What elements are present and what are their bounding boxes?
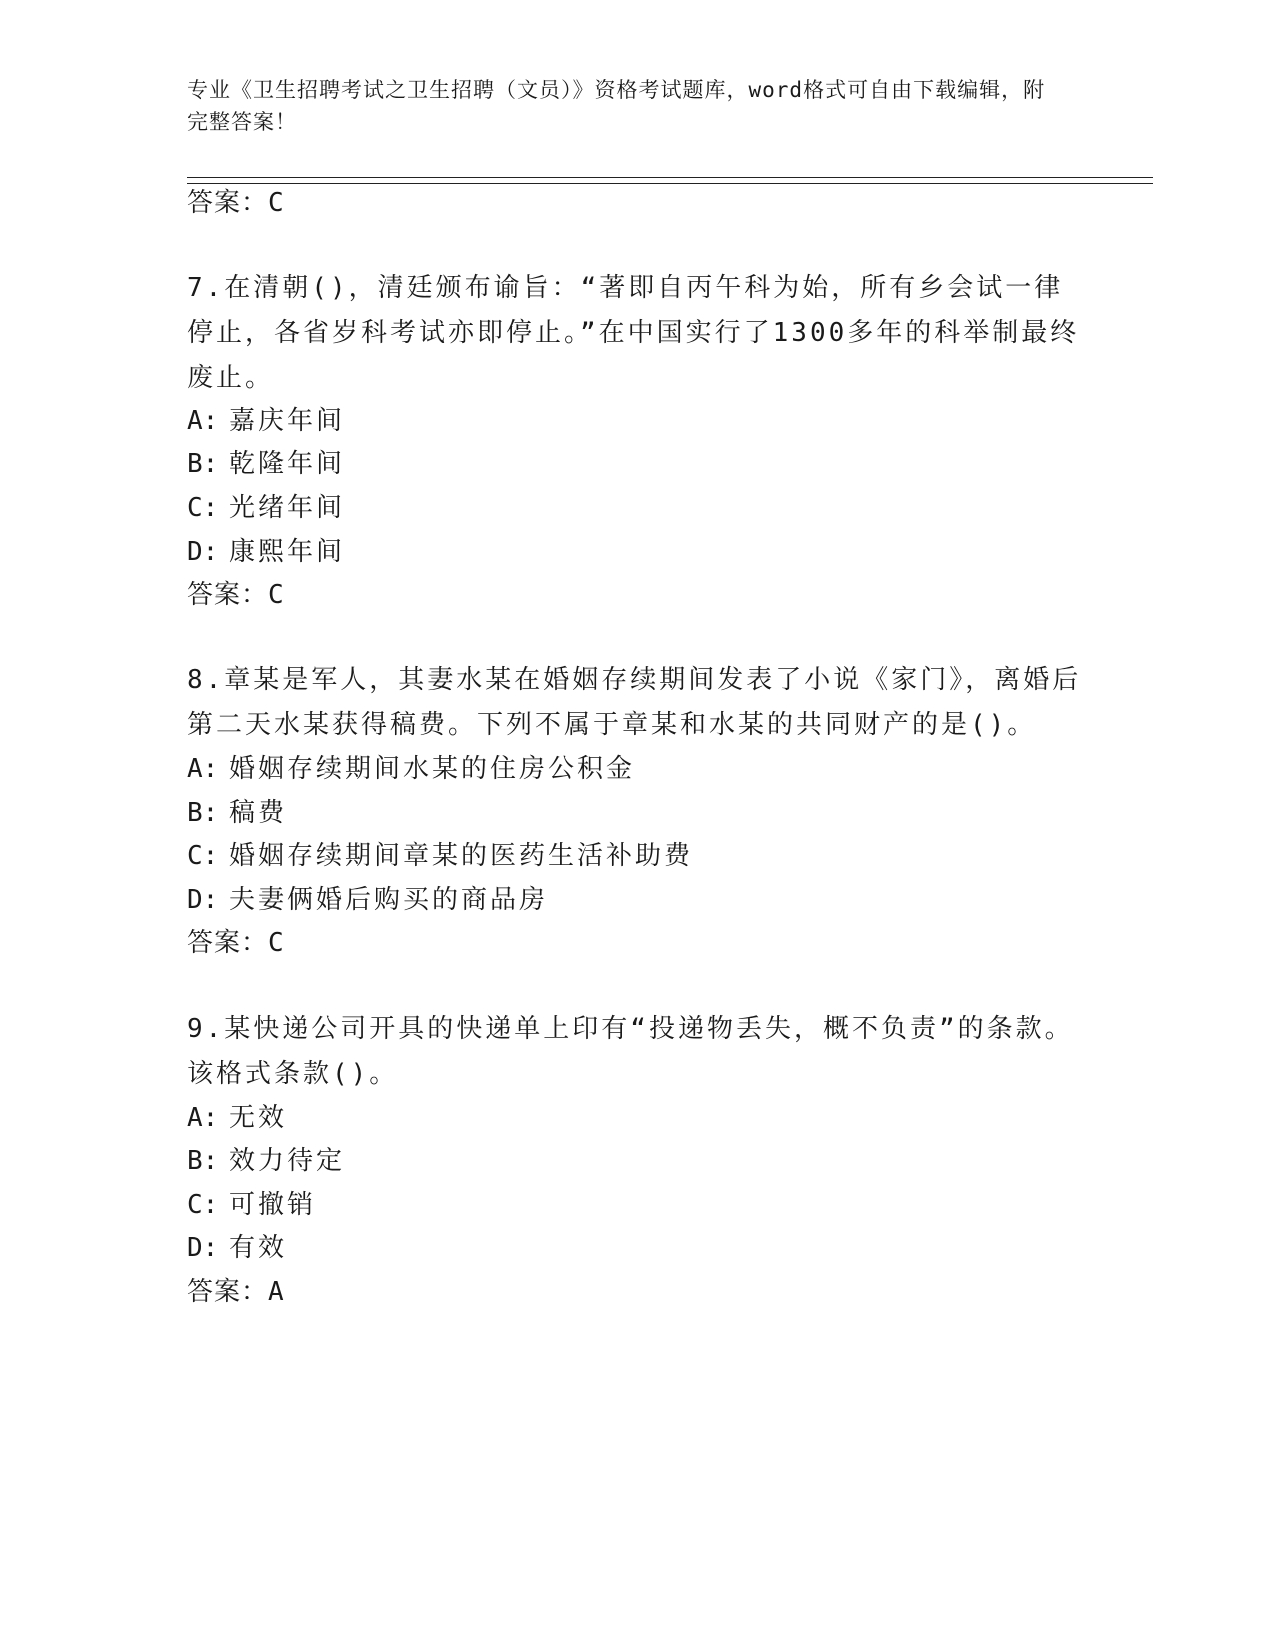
- question-8-option-c: [187, 839, 693, 873]
- option-letter: D:: [187, 885, 219, 915]
- question-9-answer: 答案：A: [187, 1277, 285, 1307]
- option-text: 光绪年间: [229, 493, 346, 523]
- option-text: 嘉庆年间: [229, 406, 346, 436]
- option-text: 乾隆年间: [229, 449, 346, 479]
- option-text: 无效: [229, 1103, 288, 1133]
- question-7-option-c: [187, 491, 345, 525]
- question-9-text: 9.某快递公司开具的快递单上印有“投递物丢失，概不负责”的条款。该格式条款()。: [187, 1014, 1074, 1089]
- question-8-answer: 答案：C: [187, 928, 285, 958]
- question-7-answer: 答案：C: [187, 580, 285, 610]
- option-letter: B:: [187, 449, 219, 479]
- question-7-option-a: [187, 404, 345, 438]
- question-9-option-a: [187, 1101, 287, 1135]
- question-7-option-b: [187, 447, 345, 481]
- option-text: 夫妻俩婚后购买的商品房: [229, 885, 549, 915]
- option-letter: A:: [187, 406, 219, 436]
- question-9-option-b: [187, 1144, 345, 1178]
- option-text: 康熙年间: [229, 537, 346, 567]
- question-8-option-d: [187, 883, 548, 917]
- option-text: 婚姻存续期间水某的住房公积金: [229, 754, 636, 784]
- option-text: 效力待定: [229, 1146, 346, 1176]
- option-letter: B:: [187, 798, 219, 828]
- option-letter: D:: [187, 537, 219, 567]
- option-text: 婚姻存续期间章某的医药生活补助费: [229, 841, 694, 871]
- question-9-option-c: [187, 1188, 316, 1222]
- option-letter: C:: [187, 841, 219, 871]
- option-letter: A:: [187, 1103, 219, 1133]
- answer-line: 答案：C: [187, 188, 285, 218]
- option-letter: C:: [187, 493, 219, 523]
- option-text: 可撤销: [229, 1190, 317, 1220]
- document-header: 专业《卫生招聘考试之卫生招聘（文员）》资格考试题库，word格式可自由下载编辑，附完整答案！: [187, 78, 1046, 134]
- option-text: 有效: [229, 1233, 288, 1263]
- option-letter: B:: [187, 1146, 219, 1176]
- question-9-option-d: [187, 1231, 287, 1265]
- option-text: 稿费: [229, 798, 288, 828]
- question-8-option-b: [187, 796, 287, 830]
- question-8-text: 8.章某是军人，其妻水某在婚姻存续期间发表了小说《家门》，离婚后第二天水某获得稿费。下列不属于章某和水某的共同财产的是()。: [187, 665, 1082, 740]
- option-letter: D:: [187, 1233, 219, 1263]
- question-7-option-d: [187, 535, 345, 569]
- question-7-text: 7.在清朝()，清廷颁布谕旨：“著即自丙午科为始，所有乡会试一律停止，各省岁科考试亦即停止。”在中国实行了1300多年的科举制最终废止。: [187, 273, 1080, 393]
- question-8-option-a: [187, 752, 635, 786]
- header-divider: [187, 177, 1153, 184]
- option-letter: A:: [187, 754, 219, 784]
- option-letter: C:: [187, 1190, 219, 1220]
